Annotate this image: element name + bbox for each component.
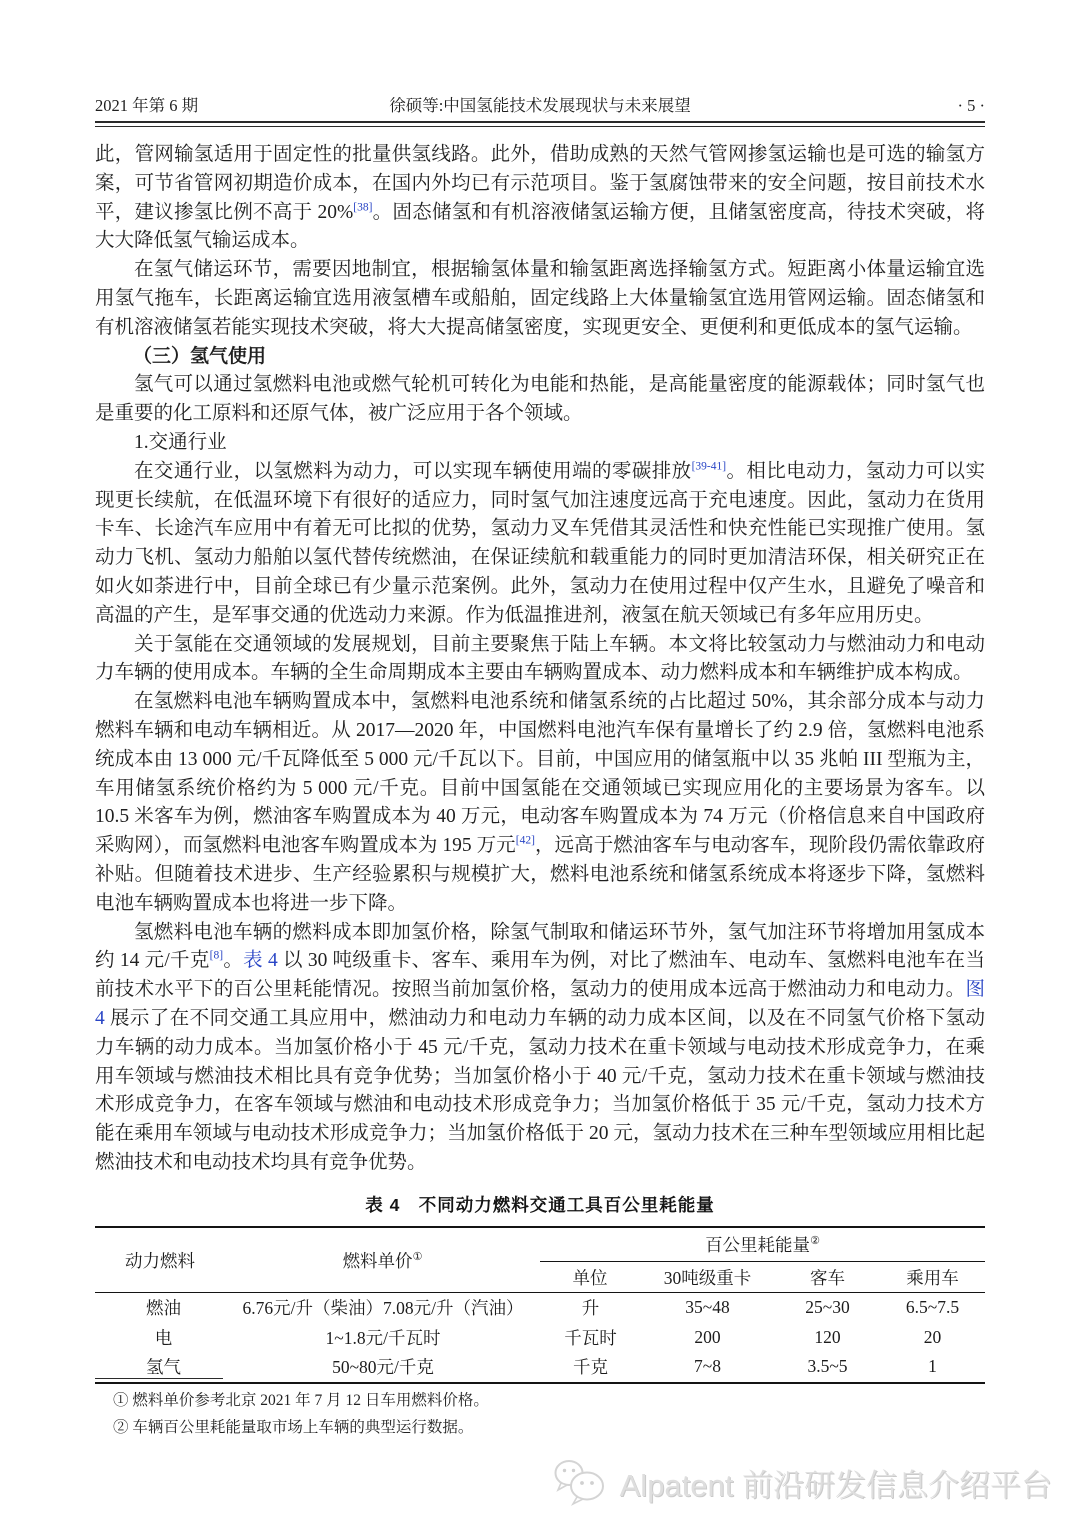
col-header-unit: 单位 <box>540 1262 640 1293</box>
text-run: 在交通行业，以氢燃料为动力，可以实现车辆使用端的零碳排放 <box>134 460 692 482</box>
table-cell-car: 6.5~7.5 <box>905 1297 960 1318</box>
cross-reference-link[interactable]: 图 4 <box>95 979 985 1029</box>
text-run: 在氢气储运环节，需要因地制宜，根据输氢体量和输氢距离选择输氢方式。短距离小体量运输宜选用氢气拖车，长距离运输宜选用液氢槽车或船舶，固定线路上大体量输氢宜选用管网运输。固态储氢和有机溶液储氢若能实现技术突破，将大大提高储氢密度，实现更安全、更便利和更低成本的氢气运输。 <box>95 259 985 338</box>
journal-issue: 2021 年第 6 期 <box>95 96 199 115</box>
col-header-fuel: 动力燃料 <box>95 1227 225 1293</box>
text-run: 在氢燃料电池车辆购置成本中，氢燃料电池系统和储氢系统的占比超过 50%，其余部分成本与动力燃料车辆和电动车辆相近。从 2017—2020 年，中国燃料电池汽车保有量增长了约 2.9 倍，氢燃料电池系统成本由 13 000 元/千瓦降低至 5 000 元/千瓦以下。目前，中国应用的储氢瓶中以 35 兆帕 III 型瓶为主，车用储氢系统价格约为 5 000 元/千克。目前中国氢能在交通领域已实现应用化的主要场景为客车。以 10.5 米客车为例，燃油客车购置成本为 40 万元，电动客车购置成本为 74 万元（价格信息来自中国政府采购网），而氢燃料电池客车购置成本为 195 万元 <box>95 691 985 857</box>
text-run: 氢气可以通过氢燃料电池或燃气轮机可转化为电能和热能，是高能量密度的能源载体；同时氢气也是重要的化工原料和还原气体，被广泛应用于各个领域。 <box>95 374 985 425</box>
footnote: ① 燃料单价参考北京 2021 年 7 月 12 日车用燃料价格。 <box>113 1392 489 1409</box>
text-run: 1.交通行业 <box>134 431 227 453</box>
table-row <box>95 1293 985 1323</box>
paragraph <box>95 688 985 918</box>
wechat-bubbles-icon <box>552 1458 608 1506</box>
citation-ref[interactable]: [39-41] <box>691 460 727 473</box>
section-heading <box>95 343 985 372</box>
header-rule-thick <box>95 121 985 123</box>
table-cell-truck: 35~48 <box>685 1297 730 1318</box>
text-run: 。固态储氢和有机溶液储氢运输方便，且储氢密度高，待技术突破，将大大降低氢气输运成本。 <box>95 201 985 252</box>
watermark <box>552 1458 1052 1506</box>
table-cell-bus: 3.5~5 <box>807 1356 848 1377</box>
table-cell-fuel: 氢气 <box>146 1357 181 1378</box>
citation-ref[interactable]: [42] <box>515 834 535 847</box>
table-cell-fuel: 电 <box>154 1327 173 1348</box>
paragraph <box>95 256 985 342</box>
paragraph <box>95 371 985 429</box>
header-rule <box>95 121 985 127</box>
footnotes <box>113 1388 863 1441</box>
page-number: · 5 · <box>957 96 985 115</box>
col-header-energy-group <box>540 1227 985 1262</box>
col-header-car: 乘用车 <box>880 1262 985 1293</box>
table-cell-price: 1~1.8元/千瓦时 <box>325 1327 441 1348</box>
cross-reference-link[interactable]: 表 4 <box>243 950 278 972</box>
text-run: 此，管网输氢适用于固定性的批量供氢线路。此外，借助成熟的天然气管网掺氢运输也是可选的输氢方案，可节省管网初期造价成本，在国内外均已有示范项目。鉴于氢腐蚀带来的安全问题，按目前技术水平，建议掺氢比例不高于 20% <box>95 144 985 223</box>
footnote-rule <box>95 1378 223 1379</box>
col-header-price-label: 燃料单价 <box>342 1250 413 1271</box>
table-header-row-1 <box>95 1227 985 1262</box>
table-cell-truck: 7~8 <box>694 1356 721 1377</box>
text-run: 展示了在不同交通工具应用中，燃油动力和电动力车辆的动力成本区间，以及在不同氢气价格下氢动力车辆的动力成本。当加氢价格小于 45 元/千克，氢动力技术在重卡领域与电动技术形成竞争力，在乘用车领域与燃油技术相比具有竞争优势；当加氢价格小于 40 元/千克，氢动力技术在重卡领域与燃油技术形成竞争力，在客车领域与燃油和电动技术形成竞争力；当加氢价格低于 35 元/千克，氢动力技术方能在乘用车领域与电动技术形成竞争力；当加氢价格低于 20 元，氢动力技术在三种车型领域应用相比起燃油技术和电动技术均具有竞争优势。 <box>95 1007 985 1173</box>
text-run: 以 30 吨级重卡、客车、乘用车为例，对比了燃油车、电动车、氢燃料电池车在当前技术水平下的百公里耗能情况。按照当前加氢价格，氢动力的使用成本远高于燃油动力和电动力。 <box>95 950 985 1001</box>
text-run: 。相比电动力，氢动力可以实现更长续航，在低温环境下有很好的适应力，同时氢气加注速度远高于充电速度。因此，氢动力在货用卡车、长途汽车应用中有着无可比拟的优势，氢动力叉车凭借其灵活性和快充性能已实现推广使用。氢动力飞机、氢动力船舶以氢代替传统燃油，在保证续航和载重能力的同时更加清洁环保，相关研究正在如火如荼进行中，目前全球已有少量示范案例。此外，氢动力在使用过程中仅产生水，且避免了噪音和高温的产生，是军事交通的优选动力来源。作为低温推进剂，液氢在航天领域已有多年应用历史。 <box>95 460 985 626</box>
table-cell-car: 1 <box>928 1356 937 1377</box>
table-block <box>95 1192 985 1384</box>
citation-ref[interactable]: [8] <box>209 949 224 962</box>
table-cell-price: 6.76元/升（柴油）7.08元/升（汽油） <box>242 1298 524 1319</box>
table-row <box>95 1352 985 1383</box>
footnote: ② 车辆百公里耗能量取市场上车辆的典型运行数据。 <box>113 1418 474 1436</box>
table-row <box>95 1323 985 1353</box>
running-title: 徐硕等:中国氢能技术发展现状与未来展望 <box>389 96 691 115</box>
col-header-truck: 30吨级重卡 <box>640 1262 775 1293</box>
table-cell-bus: 25~30 <box>805 1297 850 1318</box>
table-cell-fuel: 燃油 <box>146 1298 181 1319</box>
col-header-price <box>225 1227 540 1293</box>
text-run: 氢燃料电池车辆的燃料成本即加氢价格，除氢气制取和储运环节外，氢气加注环节将增加用氢成本约 14 元/千克 <box>95 921 985 972</box>
text-run: ，远高于燃油客车与电动客车，现阶段仍需依靠政府补贴。但随着技术进步、生产经验累积与规模扩大，燃料电池系统和储氢系统成本将逐步下降，氢燃料电池车辆购置成本也将进一步下降。 <box>95 835 985 914</box>
energy-table <box>95 1226 985 1384</box>
article-body <box>95 141 985 1189</box>
running-head <box>95 92 985 116</box>
table-cell-price: 50~80元/千克 <box>332 1357 434 1378</box>
paragraph <box>95 458 985 631</box>
table-cell-car: 20 <box>923 1326 942 1347</box>
table-cell-unit: 升 <box>581 1298 600 1319</box>
section-heading <box>95 429 985 458</box>
footnote-marker-2: ② <box>810 1235 820 1248</box>
paragraph <box>95 141 985 256</box>
table-cell-unit: 千克 <box>573 1357 608 1378</box>
text-run: 。 <box>223 950 244 972</box>
text-run: （三）氢气使用 <box>133 345 267 367</box>
header-rule-thin <box>95 126 985 127</box>
energy-table-body <box>95 1293 985 1383</box>
paragraph <box>95 919 985 1178</box>
table-cell-bus: 120 <box>814 1326 841 1347</box>
table-cell-unit: 千瓦时 <box>564 1327 617 1348</box>
footnote-marker-1: ① <box>412 1250 423 1263</box>
citation-ref[interactable]: [38] <box>353 201 373 214</box>
table-caption: 表 4 不同动力燃料交通工具百公里耗能量 <box>365 1195 715 1215</box>
table-cell-truck: 200 <box>694 1326 721 1347</box>
col-header-bus: 客车 <box>775 1262 880 1293</box>
watermark-text: Alpatent 前沿研发信息介绍平台 <box>619 1467 1052 1503</box>
col-header-energy-label: 百公里耗能量 <box>705 1235 811 1255</box>
paragraph <box>95 631 985 689</box>
text-run: 关于氢能在交通领域的发展规划，目前主要聚焦于陆上车辆。本文将比较氢动力与燃油动力和电动力车辆的使用成本。车辆的全生命周期成本主要由车辆购置成本、动力燃料成本和车辆维护成本构成。 <box>95 633 985 684</box>
